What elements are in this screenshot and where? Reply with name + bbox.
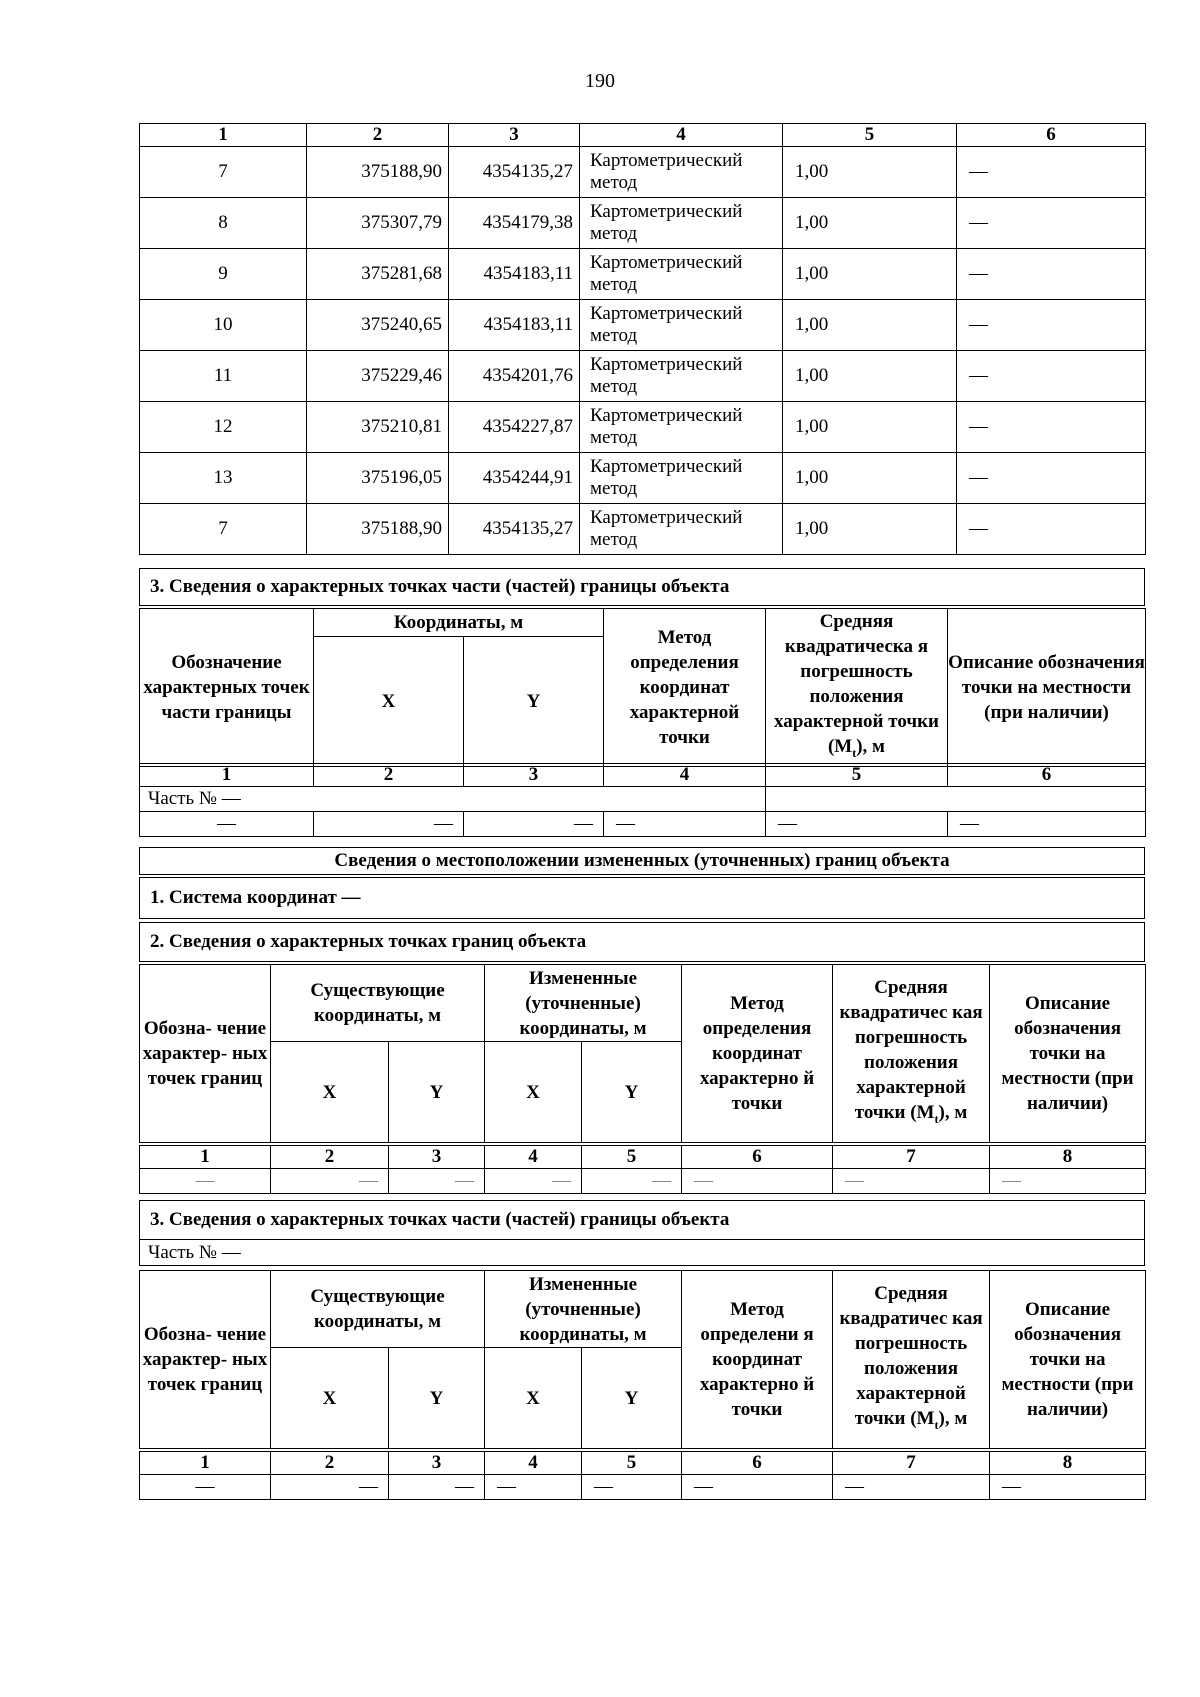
section-title: 3. Сведения о характерных точках части (частей) границы объекта: [140, 1201, 1145, 1240]
col-error: [833, 965, 990, 1143]
y-coordinate-cell: 4354135,27: [449, 504, 580, 555]
col-description: Описание обозначения точки на местности (при наличии): [990, 965, 1146, 1143]
col-error: [833, 1271, 990, 1449]
col-y: Y: [389, 1042, 485, 1143]
dash-cell: —: [682, 1475, 833, 1500]
num-cell: 4: [485, 1146, 582, 1169]
part-label: Часть № —: [140, 1240, 1145, 1266]
part-points-nums: [139, 763, 1145, 837]
dash-cell: —: [582, 1475, 682, 1500]
method-line-1: Картометрический: [590, 252, 743, 273]
num-cell: 6: [682, 1452, 833, 1475]
y-coordinate-cell: 4354135,27: [449, 147, 580, 198]
header-cell: 6: [957, 124, 1146, 147]
error-sub: t: [934, 1417, 939, 1432]
coord-system-row: [139, 877, 1145, 919]
method-cell: [580, 453, 783, 504]
method-line-1: Картометрический: [590, 456, 743, 477]
dash-cell: —: [833, 1475, 990, 1500]
method-cell: [580, 351, 783, 402]
dash-cell: —: [389, 1475, 485, 1500]
col-method: Метод определения координат характерно й точки: [682, 965, 833, 1143]
dash-cell: —: [990, 1169, 1146, 1194]
header-cell: 2: [307, 124, 449, 147]
col-y-changed: Y: [582, 1042, 682, 1143]
point-number-cell: 9: [140, 249, 307, 300]
num-cell: 4: [485, 1452, 582, 1475]
y-coordinate-cell: 4354244,91: [449, 453, 580, 504]
header-cell: 1: [140, 124, 307, 147]
error-cell: 1,00: [783, 198, 957, 249]
num-cell: 1: [140, 1452, 271, 1475]
point-number-cell: 12: [140, 402, 307, 453]
num-cell: 1: [140, 1146, 271, 1169]
header-cell: 5: [783, 124, 957, 147]
error-label: Средняя квадратичес кая погрешность положения характерной точки (M: [839, 1283, 983, 1430]
col-x: X: [314, 637, 464, 767]
col-error: [766, 609, 948, 767]
section-part-points-changed: [139, 1200, 1145, 1266]
point-number-cell: 10: [140, 300, 307, 351]
dash-cell: —: [682, 1169, 833, 1194]
x-coordinate-cell: 375188,90: [307, 504, 449, 555]
table-row: [140, 402, 1146, 453]
error-sub: t: [852, 745, 857, 760]
page-number: 190: [585, 70, 615, 92]
dash-cell: —: [140, 1475, 271, 1500]
num-cell: 2: [314, 764, 464, 787]
num-cell: 8: [990, 1452, 1146, 1475]
x-coordinate-cell: 375210,81: [307, 402, 449, 453]
method-line-2: метод: [590, 223, 638, 244]
section-title: Сведения о местоположении измененных (уточненных) границ объекта: [140, 848, 1145, 875]
col-designation: Обозначение характерных точек части границы: [140, 609, 314, 767]
table-row: [140, 351, 1146, 402]
method-line-2: метод: [590, 376, 638, 397]
col-coordinates: Координаты, м: [314, 609, 604, 637]
header-cell: 4: [580, 124, 783, 147]
description-cell: —: [957, 453, 1146, 504]
table-header-row: [140, 124, 1146, 147]
num-cell: 2: [271, 1146, 389, 1169]
method-line-2: метод: [590, 172, 638, 193]
col-x: X: [271, 1348, 389, 1449]
num-cell: 3: [389, 1452, 485, 1475]
part-label: Часть № —: [140, 787, 766, 812]
col-y-changed: Y: [582, 1348, 682, 1449]
num-cell: 8: [990, 1146, 1146, 1169]
col-x-changed: X: [485, 1042, 582, 1143]
y-coordinate-cell: 4354227,87: [449, 402, 580, 453]
num-cell: 3: [464, 764, 604, 787]
num-cell: 6: [948, 764, 1146, 787]
x-coordinate-cell: 375188,90: [307, 147, 449, 198]
y-coordinate-cell: 4354179,38: [449, 198, 580, 249]
error-label-end: ), м: [856, 736, 886, 757]
y-coordinate-cell: 4354201,76: [449, 351, 580, 402]
method-line-2: метод: [590, 325, 638, 346]
method-line-1: Картометрический: [590, 354, 743, 375]
method-cell: [580, 249, 783, 300]
error-cell: 1,00: [783, 147, 957, 198]
method-cell: [580, 300, 783, 351]
method-line-1: Картометрический: [590, 303, 743, 324]
description-cell: —: [957, 351, 1146, 402]
description-cell: —: [957, 504, 1146, 555]
col-method: Метод определени я координат характерно й точки: [682, 1271, 833, 1449]
point-number-cell: 7: [140, 147, 307, 198]
dash-cell: —: [485, 1169, 582, 1194]
description-cell: —: [957, 198, 1146, 249]
method-line-2: метод: [590, 427, 638, 448]
x-coordinate-cell: 375229,46: [307, 351, 449, 402]
col-changed: Измененные (уточненные) координаты, м: [485, 965, 682, 1042]
num-cell: 5: [582, 1146, 682, 1169]
error-cell: 1,00: [783, 504, 957, 555]
col-existing: Существующие координаты, м: [271, 1271, 485, 1348]
col-y: Y: [464, 637, 604, 767]
num-cell: 3: [389, 1146, 485, 1169]
error-label: Средняя квадратическа я погрешность положения характерной точки (M: [774, 611, 939, 757]
y-coordinate-cell: 4354183,11: [449, 249, 580, 300]
points-title-row: [139, 922, 1145, 962]
error-label: Средняя квадратичес кая погрешность положения характерной точки (M: [839, 977, 983, 1124]
dash-cell: —: [582, 1169, 682, 1194]
col-x-changed: X: [485, 1348, 582, 1449]
part-changed-points-nums: [139, 1451, 1145, 1500]
method-line-1: Картометрический: [590, 507, 743, 528]
description-cell: —: [957, 147, 1146, 198]
section-changed-boundaries: [139, 847, 1145, 875]
x-coordinate-cell: 375196,05: [307, 453, 449, 504]
col-x: X: [271, 1042, 389, 1143]
num-cell: 5: [766, 764, 948, 787]
table-row: [140, 249, 1146, 300]
empty-cell: [766, 787, 1146, 812]
method-cell: [580, 402, 783, 453]
num-cell: 7: [833, 1146, 990, 1169]
x-coordinate-cell: 375240,65: [307, 300, 449, 351]
changed-points-nums: [139, 1145, 1145, 1194]
col-description: Описание обозначения точки на местности (при наличии): [948, 609, 1146, 767]
num-cell: 1: [140, 764, 314, 787]
coord-system: 1. Система координат —: [140, 878, 1145, 919]
dash-cell: —: [271, 1169, 389, 1194]
point-number-cell: 7: [140, 504, 307, 555]
method-line-2: метод: [590, 274, 638, 295]
table-row: [140, 198, 1146, 249]
method-cell: [580, 198, 783, 249]
table-body: [140, 147, 1146, 555]
error-cell: 1,00: [783, 351, 957, 402]
dash-cell: —: [485, 1475, 582, 1500]
part-points-table: [139, 608, 1145, 767]
num-cell: 5: [582, 1452, 682, 1475]
coordinates-table: [139, 123, 1145, 555]
error-cell: 1,00: [783, 453, 957, 504]
dash-cell: —: [464, 812, 604, 837]
dash-cell: —: [990, 1475, 1146, 1500]
dash-cell: —: [389, 1169, 485, 1194]
table-row: [140, 504, 1146, 555]
description-cell: —: [957, 300, 1146, 351]
error-label-end: ), м: [938, 1102, 968, 1124]
col-method: Метод определения координат характерной точки: [604, 609, 766, 767]
header-cell: 3: [449, 124, 580, 147]
method-line-2: метод: [590, 529, 638, 550]
changed-points-table: [139, 964, 1145, 1143]
method-line-1: Картометрический: [590, 201, 743, 222]
table-row: [140, 453, 1146, 504]
col-y: Y: [389, 1348, 485, 1449]
num-cell: 7: [833, 1452, 990, 1475]
error-cell: 1,00: [783, 300, 957, 351]
method-line-1: Картометрический: [590, 405, 743, 426]
col-changed: Измененные (уточненные) координаты, м: [485, 1271, 682, 1348]
section-part-points: [139, 568, 1145, 606]
method-line-2: метод: [590, 478, 638, 499]
description-cell: —: [957, 402, 1146, 453]
point-number-cell: 13: [140, 453, 307, 504]
dash-cell: —: [140, 1169, 271, 1194]
y-coordinate-cell: 4354183,11: [449, 300, 580, 351]
table-row: [140, 147, 1146, 198]
method-cell: [580, 504, 783, 555]
col-existing: Существующие координаты, м: [271, 965, 485, 1042]
dash-cell: —: [948, 812, 1146, 837]
error-cell: 1,00: [783, 402, 957, 453]
x-coordinate-cell: 375281,68: [307, 249, 449, 300]
dash-cell: —: [140, 812, 314, 837]
dash-cell: —: [833, 1169, 990, 1194]
col-designation: Обозна- чение характер- ных точек границ: [140, 965, 271, 1143]
col-description: Описание обозначения точки на местности (при наличии): [990, 1271, 1146, 1449]
dash-cell: —: [271, 1475, 389, 1500]
error-label-end: ), м: [938, 1408, 968, 1430]
point-number-cell: 8: [140, 198, 307, 249]
num-cell: 2: [271, 1452, 389, 1475]
num-cell: 6: [682, 1146, 833, 1169]
col-designation: Обозна- чение характер- ных точек границ: [140, 1271, 271, 1449]
error-sub: t: [934, 1111, 939, 1126]
num-cell: 4: [604, 764, 766, 787]
dash-cell: —: [314, 812, 464, 837]
table-row: [140, 300, 1146, 351]
section-title: 3. Сведения о характерных точках части (частей) границы объекта: [140, 569, 1145, 606]
error-cell: 1,00: [783, 249, 957, 300]
x-coordinate-cell: 375307,79: [307, 198, 449, 249]
section-title: 2. Сведения о характерных точках границ объекта: [140, 923, 1145, 962]
description-cell: —: [957, 249, 1146, 300]
dash-cell: —: [766, 812, 948, 837]
point-number-cell: 11: [140, 351, 307, 402]
part-changed-points-table: [139, 1270, 1145, 1449]
method-line-1: Картометрический: [590, 150, 743, 171]
dash-cell: —: [604, 812, 766, 837]
method-cell: [580, 147, 783, 198]
